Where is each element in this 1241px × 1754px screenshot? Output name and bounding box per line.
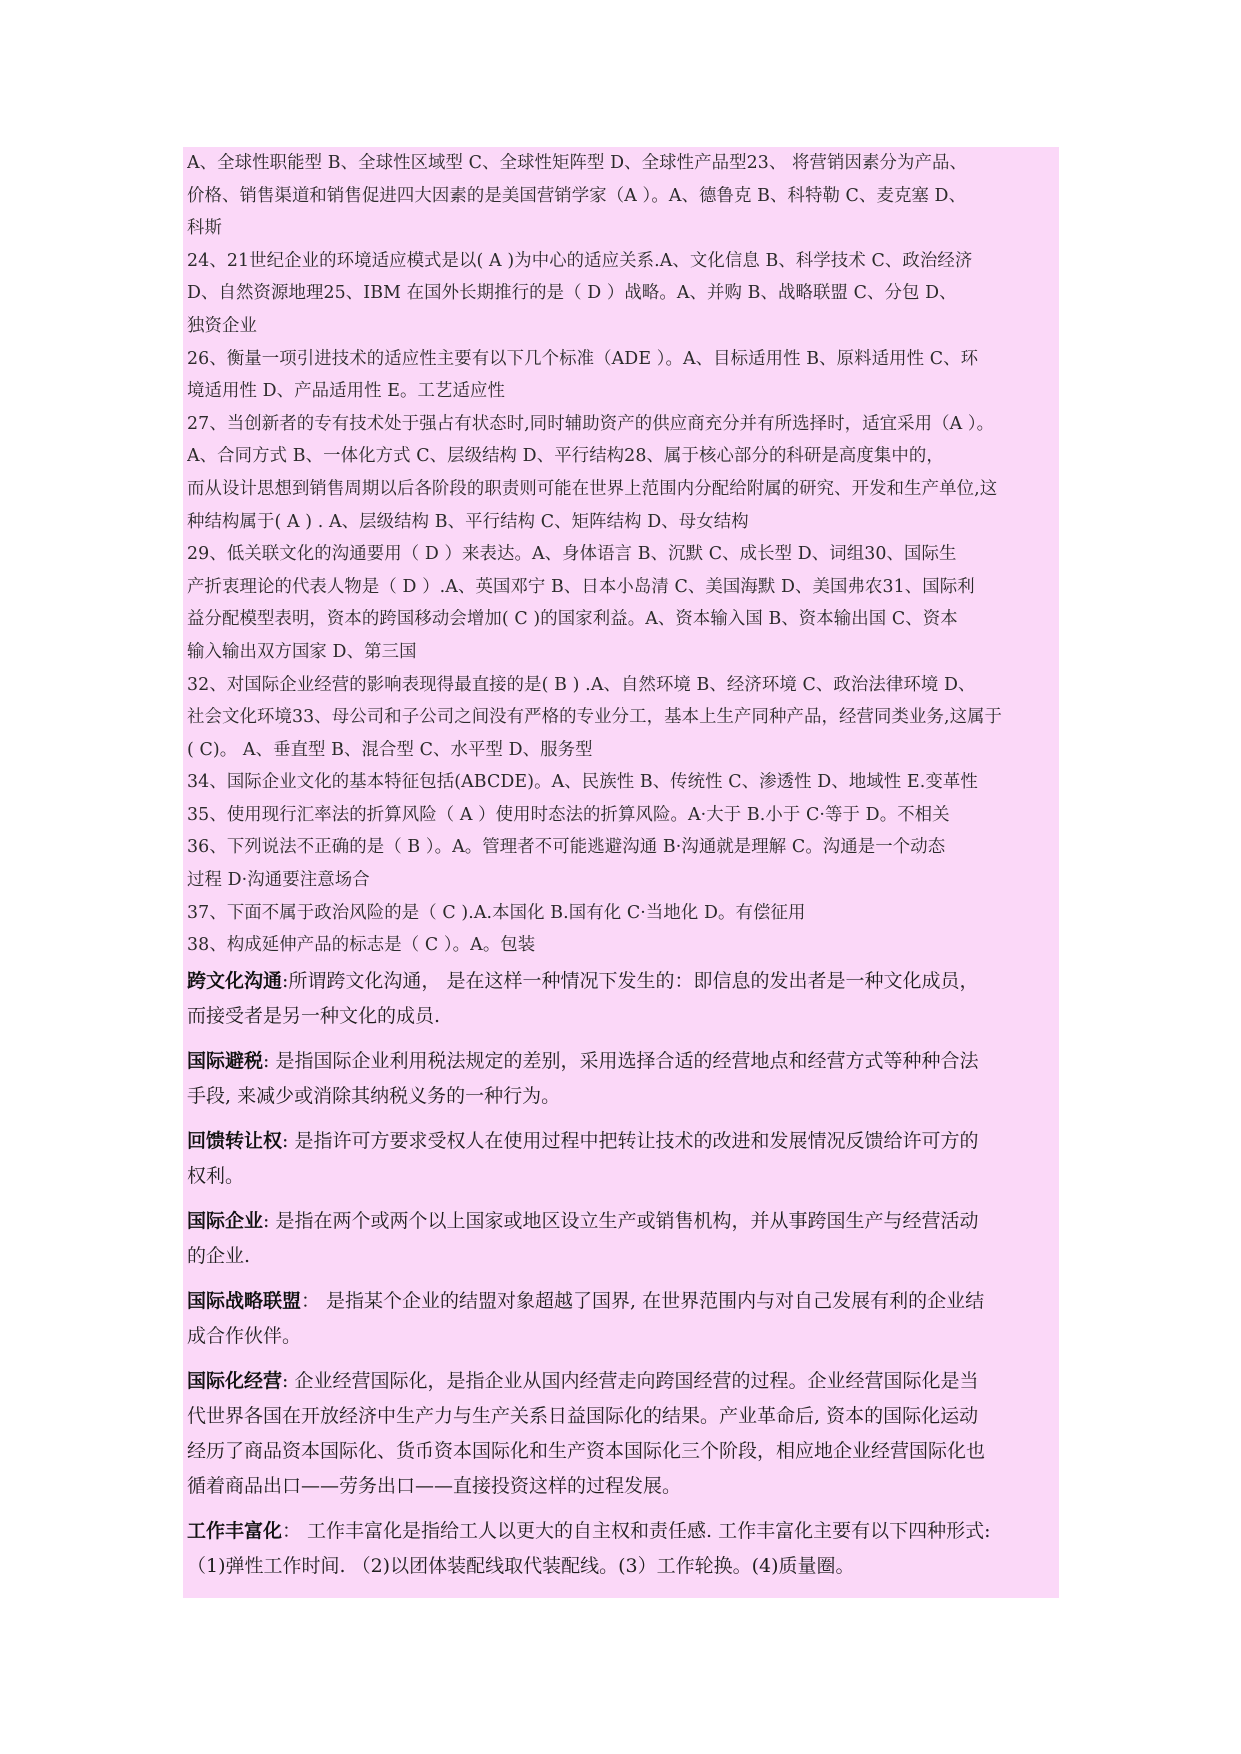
term-title: 国际企业 [187,1209,264,1232]
term-title: 国际化经营 [187,1369,283,1392]
question-line: A、合同方式 B、一体化方式 C、层级结构 D、平行结构28、属于核心部分的科研是高度集中的， [187,446,944,467]
question-line: D、自然资源地理25、IBM 在国外长期推行的是（ D ）战略。A、并购 B、战略联盟 C、分包 D、 [187,283,957,304]
term-line: （1)弹性工作时间. （2)以团体装配线取代装配线。(3）工作轮换。(4)质量圈。 [187,1554,855,1577]
term-definition [187,1204,1055,1274]
term-line: 成合作伙伴。 [187,1324,302,1347]
term-line [187,1204,1055,1239]
term-title: 国际战略联盟 [187,1289,302,1312]
term-line: 的企业. [187,1244,251,1267]
question-line: A、全球性职能型 B、全球性区域型 C、全球性矩阵型 D、全球性产品型23、 将营销因素分为产品、 [187,153,967,173]
question-line: 价格、销售渠道和销售促进四大因素的是美国营销学家（A ）。A、德鲁克 B、科特勒 C、麦克塞 D、 [187,185,967,206]
question-line: 26、衡量一项引进技术的适应性主要有以下几个标准（ADE ）。A、目标适用性 B、原料适用性 C、环 [187,348,979,369]
term-text: ： 是指某个企业的结盟对象超越了国界, 在世界范围内与对自己发展有利的企业结 [301,1289,985,1312]
term-line: 权利。 [187,1164,245,1187]
term-line [187,964,1055,999]
term-line [187,1044,1055,1079]
term-line [187,1284,1055,1319]
question-list [187,147,1055,962]
question-line: 32、对国际企业经营的影响表现得最直接的是( B ) .A、自然环境 B、经济环境 C、政治法律环境 D、 [187,674,976,695]
term-line [187,1124,1055,1159]
term-text: :所谓跨文化沟通， 是在这样一种情况下发生的：即信息的发出者是一种文化成员， [282,969,979,992]
term-definition [187,1044,1055,1114]
question-line: 27、当创新者的专有技术处于强占有状态时,同时辅助资产的供应商充分并有所选择时，适宜采用（A ）。 [187,413,995,434]
question-line: 科斯 [187,218,222,239]
question-line: 输入输出双方国家 D、第三国 [187,641,417,662]
term-text: : 是指国际企业利用税法规定的差别，采用选择合适的经营地点和经营方式等种种合法 [263,1049,979,1072]
term-line: 经历了商品资本国际化、货币资本国际化和生产资本国际化三个阶段，相应地企业经营国际化也 [187,1439,986,1462]
term-title: 跨文化沟通 [187,969,283,992]
question-line: 34、国际企业文化的基本特征包括(ABCDE)。A、民族性 B、传统性 C、渗透性 D、地域性 E.变革性 [187,772,978,793]
question-line: 境适用性 D、产品适用性 E。工艺适应性 [187,381,505,402]
question-line: 24、21世纪企业的环境适应模式是以( A )为中心的适应关系.A、文化信息 B、科学技术 C、政治经济 [187,250,973,271]
question-line: 37、下面不属于政治风险的是（ C ).A.本国化 B.国有化 C·当地化 D。有偿征用 [187,902,806,923]
term-text: : 是指许可方要求受权人在使用过程中把转让技术的改进和发展情况反馈给许可方的 [282,1129,979,1152]
question-line: ( C)。 A、垂直型 B、混合型 C、水平型 D、服务型 [187,739,593,760]
term-text: : 企业经营国际化，是指企业从国内经营走向跨国经营的过程。企业经营国际化是当 [282,1369,979,1392]
question-line: 过程 D·沟通要注意场合 [187,870,370,891]
term-line: 循着商品出口——劳务出口——直接投资这样的过程发展。 [187,1474,682,1497]
question-line: 29、低关联文化的沟通要用（ D ）来表达。A、身体语言 B、沉默 C、成长型 D、词组30、国际生 [187,544,957,565]
term-definition [187,1124,1055,1194]
term-definition [187,1514,1055,1584]
term-line: 代世界各国在开放经济中生产力与生产关系日益国际化的结果。产业革命后, 资本的国际化运动 [187,1404,979,1427]
term-text: : 是指在两个或两个以上国家或地区设立生产或销售机构，并从事跨国生产与经营活动 [263,1209,979,1232]
term-line [187,1514,1055,1549]
term-text: ： 工作丰富化是指给工人以更大的自主权和责任感. 工作丰富化主要有以下四种形式: [282,1519,991,1542]
question-line: 36、下列说法不正确的是（ B ）。A。管理者不可能逃避沟通 B·沟通就是理解 C。沟通是一个动态 [187,837,946,858]
term-definition [187,964,1055,1034]
term-line [187,1364,1055,1399]
term-line: 而接受者是另一种文化的成员. [187,1004,441,1027]
question-line: 35、使用现行汇率法的折算风险（ A ）使用时态法的折算风险。A·大于 B.小于 C·等于 D。不相关 [187,804,950,825]
term-definition [187,1284,1055,1354]
question-line: 种结构属于( A ) . A、层级结构 B、平行结构 C、矩阵结构 D、母女结构 [187,511,749,532]
document-page [183,147,1059,1598]
term-definition [187,1364,1055,1504]
term-title: 工作丰富化 [187,1519,283,1542]
question-line: 38、构成延伸产品的标志是（ C ）。A。包装 [187,935,536,956]
term-line: 手段, 来减少或消除其纳税义务的一种行为。 [187,1084,561,1107]
question-line: 益分配模型表明，资本的跨国移动会增加( C )的国家利益。A、资本输入国 B、资本输出国 C、资本 [187,609,958,630]
question-line: 产折衷理论的代表人物是（ D ）.A、英国邓宁 B、日本小岛清 C、美国海默 D、美国弗农31、国际利 [187,576,975,597]
question-line: 独资企业 [187,315,257,336]
term-title: 国际避税 [187,1049,264,1072]
question-line: 社会文化环境33、母公司和子公司之间没有严格的专业分工，基本上生产同种产品，经营同类业务,这属于 [187,707,1003,728]
question-line: 而从设计思想到销售周期以后各阶段的职责则可能在世界上范围内分配给附属的研究、开发和生产单位,这 [187,478,998,499]
term-title: 回馈转让权 [187,1129,283,1152]
